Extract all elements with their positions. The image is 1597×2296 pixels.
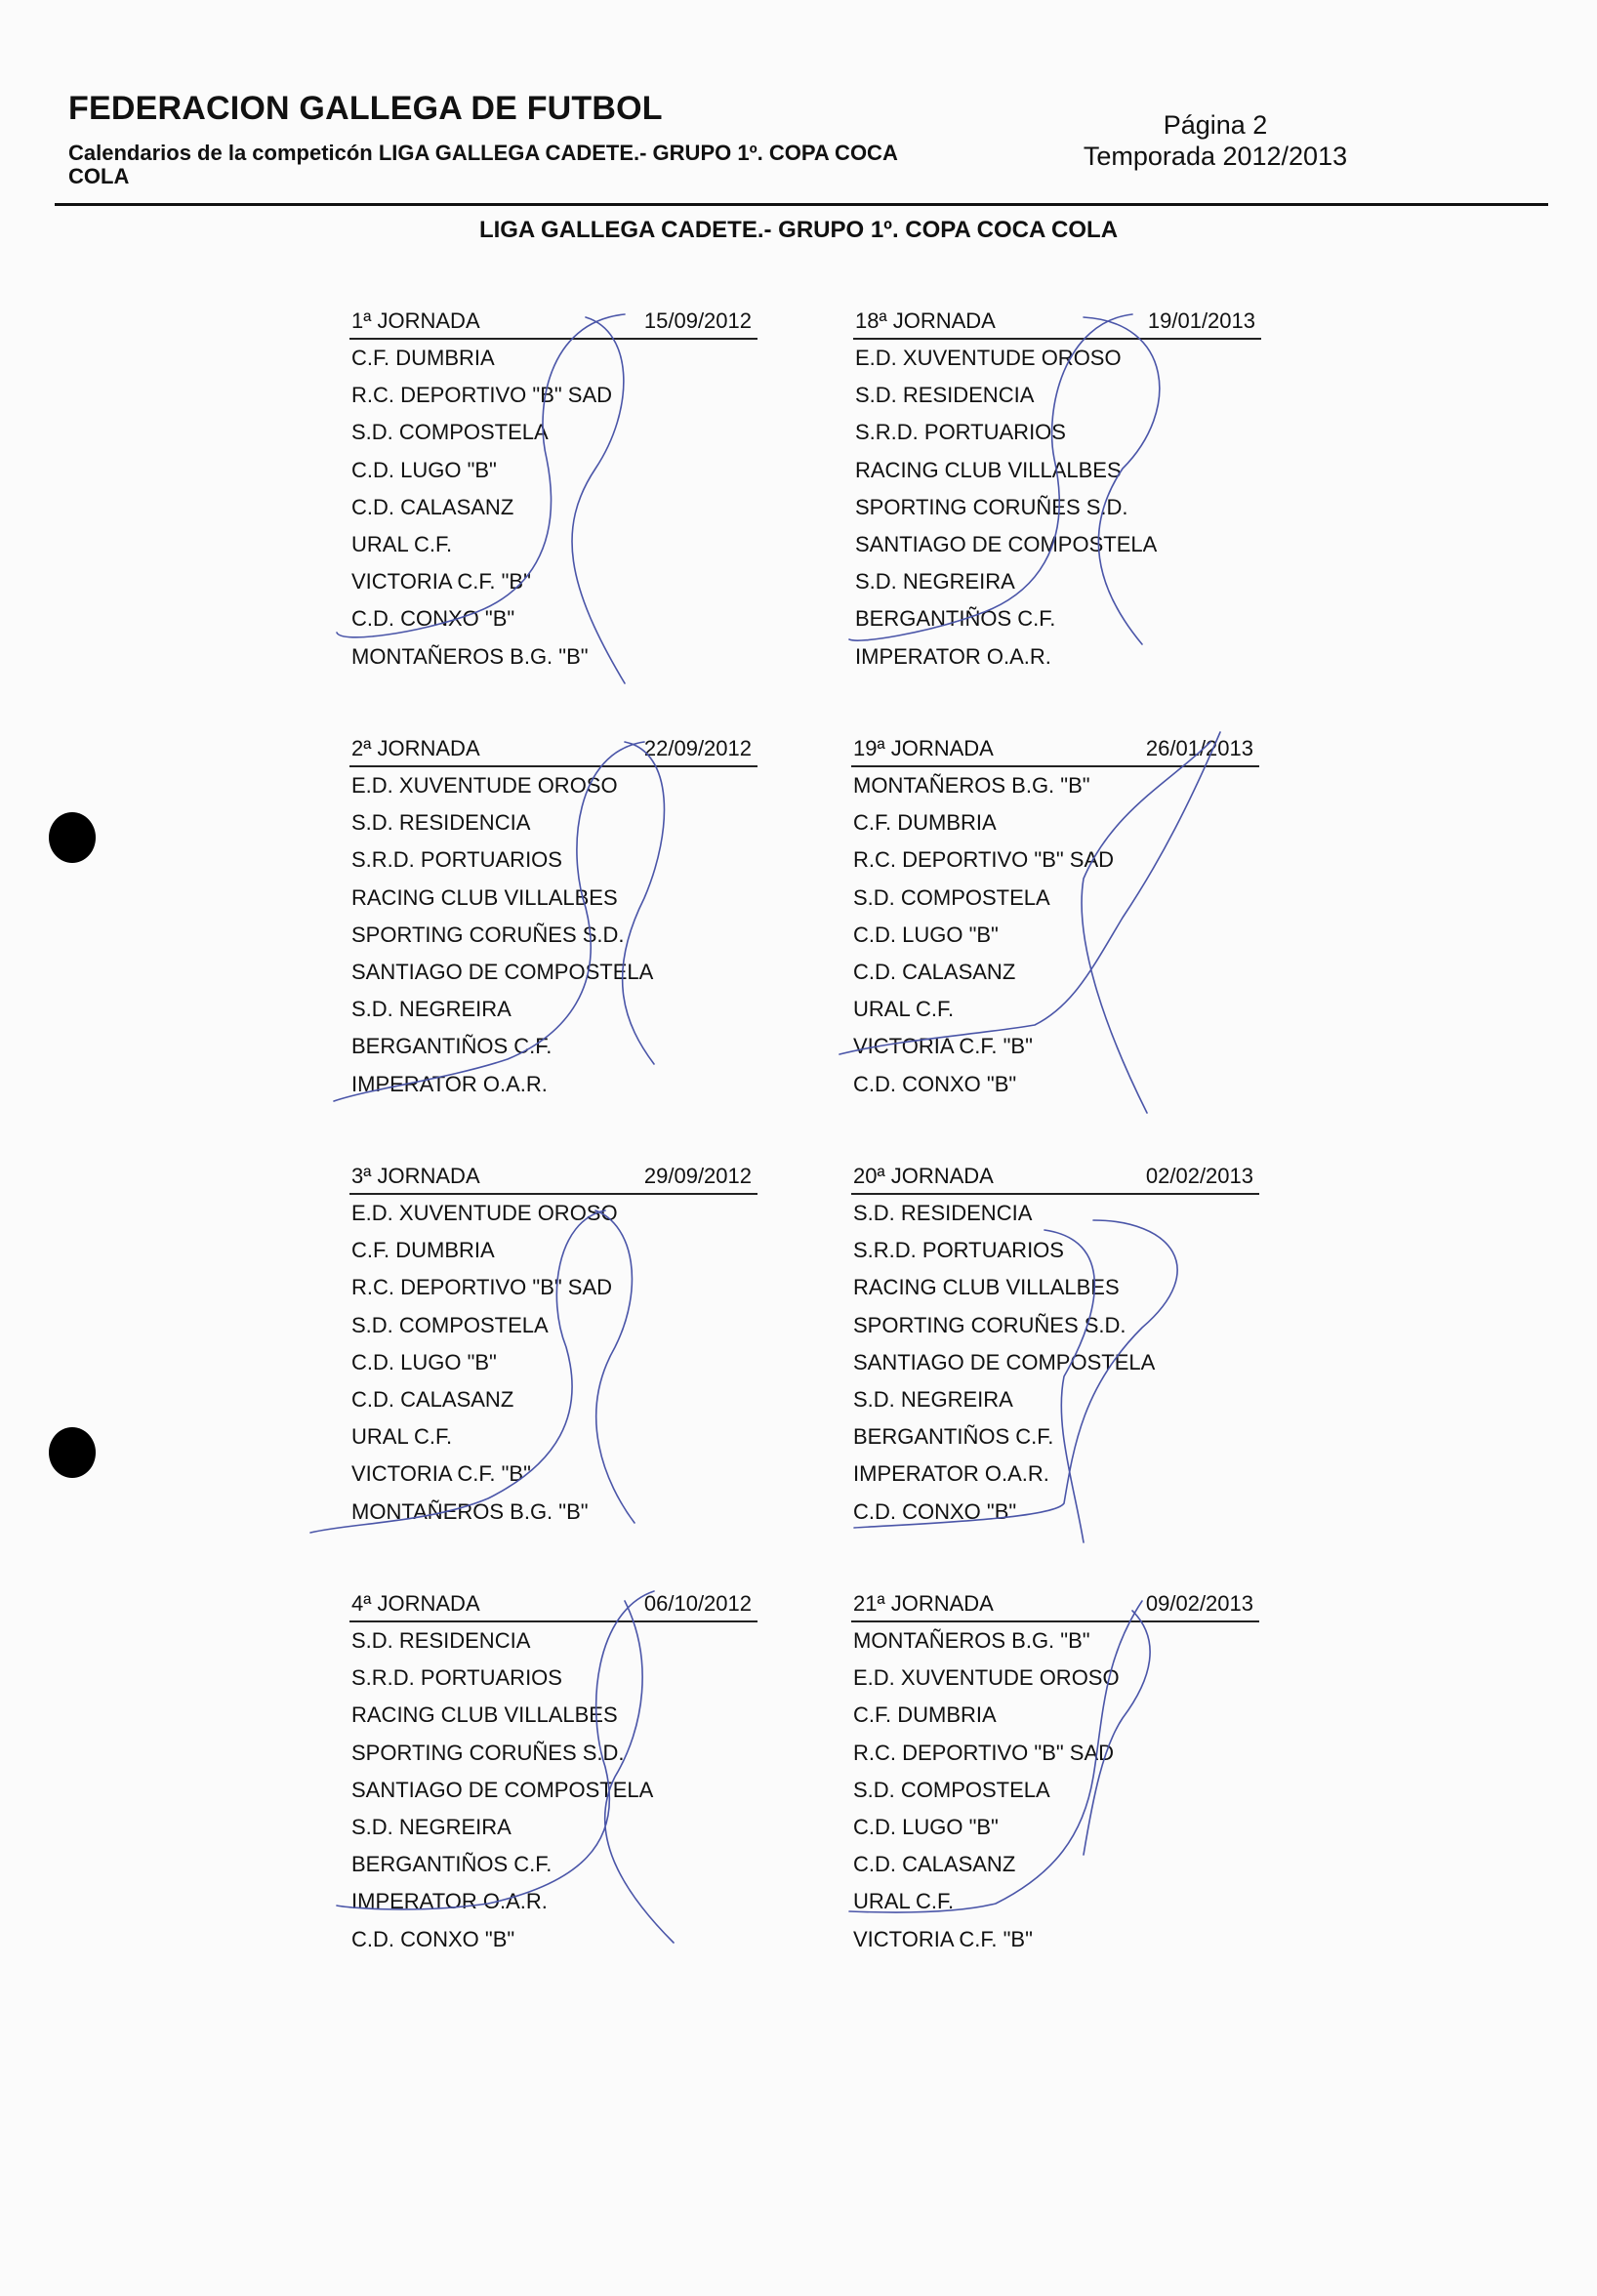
team-entry: C.D. CALASANZ xyxy=(853,959,1016,984)
team-entry: S.D. COMPOSTELA xyxy=(351,420,549,445)
jornada-block xyxy=(349,1587,758,1958)
page-number: Página 2 xyxy=(1163,110,1268,140)
team-entry: URAL C.F. xyxy=(853,997,955,1022)
team-list xyxy=(349,340,758,676)
team-entry: R.C. DEPORTIVO "B" SAD xyxy=(853,1740,1115,1765)
jornada-date: 19/01/2013 xyxy=(1147,308,1255,333)
team-entry: S.D. NEGREIRA xyxy=(855,569,1015,594)
team-entry: URAL C.F. xyxy=(351,1424,453,1450)
team-entry: C.F. DUMBRIA xyxy=(853,1702,997,1728)
team-entry: SANTIAGO DE COMPOSTELA xyxy=(351,1777,654,1802)
jornada-name: 21ª JORNADA xyxy=(853,1591,994,1616)
jornada-name: 19ª JORNADA xyxy=(853,736,994,760)
team-entry: S.D. COMPOSTELA xyxy=(853,884,1050,910)
jornada-header xyxy=(853,305,1261,338)
jornada-date: 26/01/2013 xyxy=(1145,736,1253,760)
team-entry: VICTORIA C.F. "B" xyxy=(853,1926,1033,1951)
jornada-header xyxy=(349,732,758,765)
jornada-block xyxy=(349,732,758,1103)
team-entry: C.D. CALASANZ xyxy=(853,1852,1016,1877)
jornada-name: 18ª JORNADA xyxy=(855,308,996,333)
jornada-name: 20ª JORNADA xyxy=(853,1164,994,1188)
team-entry: URAL C.F. xyxy=(351,531,453,556)
punch-hole-top xyxy=(49,812,96,863)
team-entry: IMPERATOR O.A.R. xyxy=(351,1071,548,1096)
team-entry: C.D. CONXO "B" xyxy=(853,1498,1017,1524)
team-entry: SPORTING CORUÑES S.D. xyxy=(351,922,625,947)
jornada-date: 02/02/2013 xyxy=(1145,1164,1253,1188)
team-list xyxy=(851,767,1259,1103)
jornada-header xyxy=(851,1160,1259,1193)
team-entry: MONTAÑEROS B.G. "B" xyxy=(351,1498,589,1524)
jornada-header xyxy=(349,305,758,338)
team-entry: C.D. CONXO "B" xyxy=(351,1926,515,1951)
team-entry: E.D. XUVENTUDE OROSO xyxy=(853,1665,1120,1691)
jornada-block xyxy=(851,1587,1259,1958)
jornada-header xyxy=(349,1160,758,1193)
header-divider xyxy=(55,203,1548,206)
team-entry: RACING CLUB VILLALBES xyxy=(855,457,1122,482)
team-list xyxy=(349,1195,758,1531)
team-entry: URAL C.F. xyxy=(853,1889,955,1914)
team-entry: VICTORIA C.F. "B" xyxy=(853,1034,1033,1059)
team-entry: C.D. LUGO "B" xyxy=(853,1814,999,1839)
team-list xyxy=(851,1622,1259,1958)
jornada-date: 15/09/2012 xyxy=(643,308,752,333)
team-entry: C.F. DUMBRIA xyxy=(351,1238,495,1263)
jornada-block xyxy=(851,1160,1259,1531)
team-entry: C.D. CONXO "B" xyxy=(853,1071,1017,1096)
team-list xyxy=(349,1622,758,1958)
team-entry: C.F. DUMBRIA xyxy=(853,810,997,836)
jornada-header xyxy=(851,732,1259,765)
jornada-name: 3ª JORNADA xyxy=(351,1164,480,1188)
jornada-block xyxy=(853,305,1261,676)
team-entry: SANTIAGO DE COMPOSTELA xyxy=(853,1349,1156,1374)
team-entry: C.D. CALASANZ xyxy=(351,494,514,519)
team-entry: RACING CLUB VILLALBES xyxy=(853,1275,1120,1300)
team-entry: VICTORIA C.F. "B" xyxy=(351,569,531,594)
team-entry: MONTAÑEROS B.G. "B" xyxy=(351,643,589,669)
team-entry: R.C. DEPORTIVO "B" SAD xyxy=(351,1275,613,1300)
team-entry: RACING CLUB VILLALBES xyxy=(351,884,618,910)
team-entry: S.D. NEGREIRA xyxy=(853,1386,1013,1412)
team-entry: SPORTING CORUÑES S.D. xyxy=(853,1312,1126,1337)
team-entry: BERGANTIÑOS C.F. xyxy=(853,1424,1054,1450)
team-entry: MONTAÑEROS B.G. "B" xyxy=(853,773,1090,798)
season-label: Temporada 2012/2013 xyxy=(1083,142,1348,171)
team-entry: S.D. RESIDENCIA xyxy=(853,1201,1033,1225)
jornada-date: 06/10/2012 xyxy=(643,1591,752,1616)
team-entry: C.D. CONXO "B" xyxy=(351,606,515,632)
jornada-header xyxy=(349,1587,758,1620)
punch-hole-bottom xyxy=(49,1427,96,1478)
team-entry: S.D. RESIDENCIA xyxy=(351,810,531,836)
team-entry: IMPERATOR O.A.R. xyxy=(351,1889,548,1914)
team-entry: E.D. XUVENTUDE OROSO xyxy=(351,773,618,798)
team-entry: C.D. LUGO "B" xyxy=(853,922,999,947)
document-header xyxy=(68,90,947,188)
team-entry: S.D. COMPOSTELA xyxy=(853,1777,1050,1802)
jornada-date: 22/09/2012 xyxy=(643,736,752,760)
team-entry: S.D. COMPOSTELA xyxy=(351,1312,549,1337)
team-list xyxy=(349,767,758,1103)
jornada-name: 2ª JORNADA xyxy=(351,736,480,760)
calendar-subtitle: Calendarios de la competicón LIGA GALLEGA CADETE.- GRUPO 1º. COPA COCA COLA xyxy=(68,141,898,188)
jornada-block xyxy=(349,1160,758,1531)
team-entry: SPORTING CORUÑES S.D. xyxy=(351,1740,625,1765)
team-entry: SPORTING CORUÑES S.D. xyxy=(855,494,1128,519)
team-entry: SANTIAGO DE COMPOSTELA xyxy=(855,531,1158,556)
team-entry: E.D. XUVENTUDE OROSO xyxy=(855,346,1122,370)
team-entry: S.D. NEGREIRA xyxy=(351,997,512,1022)
team-entry: IMPERATOR O.A.R. xyxy=(855,643,1051,669)
team-list xyxy=(853,340,1261,676)
team-entry: S.R.D. PORTUARIOS xyxy=(351,847,562,873)
jornada-name: 4ª JORNADA xyxy=(351,1591,480,1616)
team-entry: BERGANTIÑOS C.F. xyxy=(855,606,1056,632)
team-entry: BERGANTIÑOS C.F. xyxy=(351,1034,553,1059)
team-entry: MONTAÑEROS B.G. "B" xyxy=(853,1628,1090,1653)
team-entry: S.R.D. PORTUARIOS xyxy=(853,1238,1064,1263)
jornada-date: 09/02/2013 xyxy=(1145,1591,1253,1616)
team-entry: SANTIAGO DE COMPOSTELA xyxy=(351,959,654,984)
jornada-block xyxy=(851,732,1259,1103)
jornada-date: 29/09/2012 xyxy=(643,1164,752,1188)
team-entry: C.D. LUGO "B" xyxy=(351,1349,497,1374)
team-entry: C.F. DUMBRIA xyxy=(351,346,495,370)
team-entry: R.C. DEPORTIVO "B" SAD xyxy=(351,383,613,408)
jornada-header xyxy=(851,1587,1259,1620)
team-entry: S.R.D. PORTUARIOS xyxy=(855,420,1066,445)
team-entry: BERGANTIÑOS C.F. xyxy=(351,1852,553,1877)
team-entry: E.D. XUVENTUDE OROSO xyxy=(351,1201,618,1225)
jornada-block xyxy=(349,305,758,676)
team-entry: VICTORIA C.F. "B" xyxy=(351,1461,531,1487)
page-info xyxy=(1079,109,1352,172)
team-entry: S.R.D. PORTUARIOS xyxy=(351,1665,562,1691)
team-entry: S.D. NEGREIRA xyxy=(351,1814,512,1839)
team-list xyxy=(851,1195,1259,1531)
team-entry: RACING CLUB VILLALBES xyxy=(351,1702,618,1728)
team-entry: IMPERATOR O.A.R. xyxy=(853,1461,1049,1487)
competition-title: LIGA GALLEGA CADETE.- GRUPO 1º. COPA COCA COLA xyxy=(478,217,1119,243)
jornada-name: 1ª JORNADA xyxy=(351,308,480,333)
team-entry: C.D. CALASANZ xyxy=(351,1386,514,1412)
team-entry: R.C. DEPORTIVO "B" SAD xyxy=(853,847,1115,873)
team-entry: S.D. RESIDENCIA xyxy=(351,1628,531,1653)
organization-name: FEDERACION GALLEGA DE FUTBOL xyxy=(68,90,663,127)
team-entry: C.D. LUGO "B" xyxy=(351,457,497,482)
team-entry: S.D. RESIDENCIA xyxy=(855,383,1035,408)
